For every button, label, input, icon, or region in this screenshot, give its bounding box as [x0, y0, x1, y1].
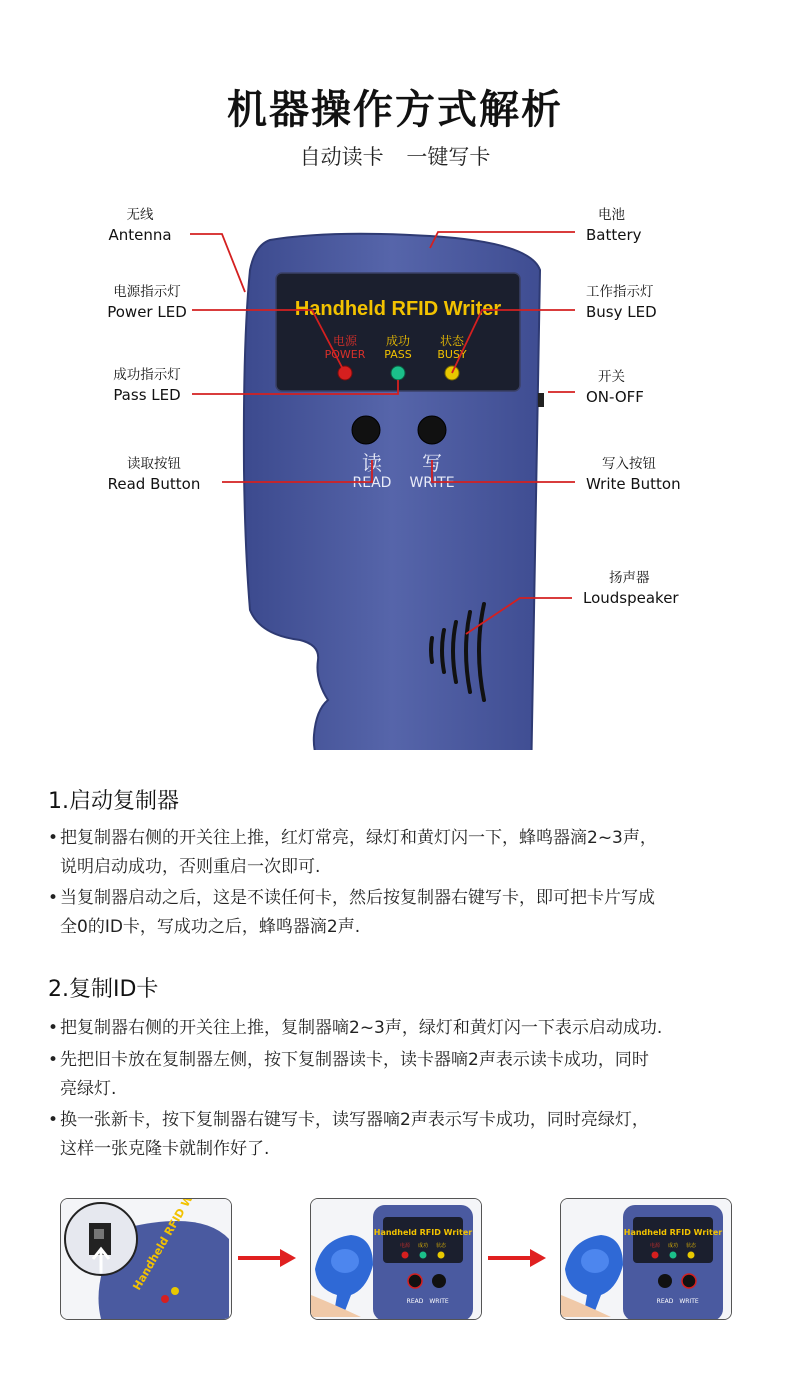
read-button — [352, 416, 380, 444]
callout-loudspeaker: 扬声器 Loudspeaker — [583, 570, 679, 607]
bullet-start-1: • 把复制器右侧的开关往上推，红灯常亮，绿灯和黄灯闪一下，蜂鸣器滴2~3声， 说明启动成功，否则重启一次即可. — [48, 824, 748, 882]
subtitle-one-key-write: 一键写卡 — [406, 145, 491, 169]
led-label-pass-en: PASS — [384, 348, 412, 361]
led-label-busy-zh: 状态 — [439, 334, 465, 348]
page-subtitle — [0, 141, 790, 171]
led-label-power-zh: 电源 — [332, 334, 358, 348]
svg-text:WRITE: WRITE — [679, 1298, 699, 1305]
page-title: 机器操作方式解析 — [227, 87, 563, 133]
callout-read-button: 读取按钮 Read Button — [107, 456, 201, 493]
svg-text:成功: 成功 — [417, 1243, 429, 1249]
led-label-power-en: POWER — [324, 348, 366, 361]
bullet-dot: • — [48, 1018, 59, 1038]
svg-text:WRITE: WRITE — [429, 1298, 449, 1305]
brand-label: Handheld RFID Writer — [294, 298, 502, 320]
write-button — [418, 416, 446, 444]
svg-text:电源: 电源 — [649, 1243, 661, 1249]
callout-write-button: 写入按钮 Write Button — [586, 456, 681, 493]
read-button-zh: 读 — [362, 451, 382, 475]
svg-text:电源: 电源 — [399, 1243, 411, 1249]
step3-brand-label: Handheld RFID Writer — [623, 1228, 723, 1237]
callout-battery: 电池 Battery — [586, 207, 642, 244]
switch-illustration — [61, 1199, 231, 1319]
callout-on-off: 开关 ON-OFF — [586, 369, 644, 406]
arrow-right-icon — [236, 1246, 298, 1270]
callout-pass-led: 成功指示灯 Pass LED — [113, 367, 181, 404]
step-image-read — [310, 1198, 482, 1320]
step1-led-red — [161, 1295, 169, 1303]
led-label-pass-zh: 成功 — [385, 334, 411, 348]
svg-text:READ: READ — [656, 1298, 674, 1305]
subtitle-auto-read: 自动读卡 — [299, 145, 384, 169]
on-off-switch — [538, 393, 544, 407]
bullet-copy-1: • 把复制器右侧的开关往上推，复制器嘀2~3声，绿灯和黄灯闪一下表示启动成功. — [48, 1014, 748, 1043]
led-label-busy-en: BUSY — [437, 348, 467, 361]
read-illustration — [311, 1199, 481, 1319]
bullet-dot: • — [48, 1110, 59, 1130]
step1-led-yellow — [171, 1287, 179, 1295]
bullet-start-2: • 当复制器启动之后，这是不读任何卡，然后按复制器右键写卡，即可把卡片写成 全0的ID卡，写成功之后，蜂鸣器滴2声. — [48, 884, 748, 942]
arrow-right-icon — [486, 1246, 548, 1270]
callout-power-led: 电源指示灯 Power LED — [107, 284, 187, 321]
bullet-dot: • — [48, 1050, 59, 1070]
write-button-zh: 写 — [422, 451, 442, 475]
read-button-en: READ — [352, 475, 392, 491]
callout-antenna: 无线 Antenna — [108, 207, 172, 244]
section-title-start: 1.启动复制器 — [48, 789, 179, 814]
step-image-switch — [60, 1198, 232, 1320]
bullet-dot: • — [48, 828, 59, 848]
svg-text:成功: 成功 — [667, 1243, 679, 1249]
write-illustration — [561, 1199, 731, 1319]
bullet-copy-2: • 先把旧卡放在复制器左侧，按下复制器读卡，读卡器嘀2声表示读卡成功，同时 亮绿灯. — [48, 1046, 748, 1104]
step-image-write — [560, 1198, 732, 1320]
callout-busy-led: 工作指示灯 Busy LED — [586, 284, 657, 321]
bullet-dot: • — [48, 888, 59, 908]
write-button-en: WRITE — [409, 475, 455, 491]
pass-led — [391, 366, 405, 380]
svg-text:状态: 状态 — [685, 1243, 697, 1249]
step2-brand-label: Handheld RFID Writer — [373, 1228, 473, 1237]
section-title-copy-id: 2.复制ID卡 — [48, 977, 159, 1002]
svg-text:READ: READ — [406, 1298, 424, 1305]
svg-text:状态: 状态 — [435, 1243, 447, 1249]
bullet-copy-3: • 换一张新卡，按下复制器右键写卡，读写器嘀2声表示写卡成功，同时亮绿灯， 这样一张克隆卡就制作好了. — [48, 1106, 748, 1164]
